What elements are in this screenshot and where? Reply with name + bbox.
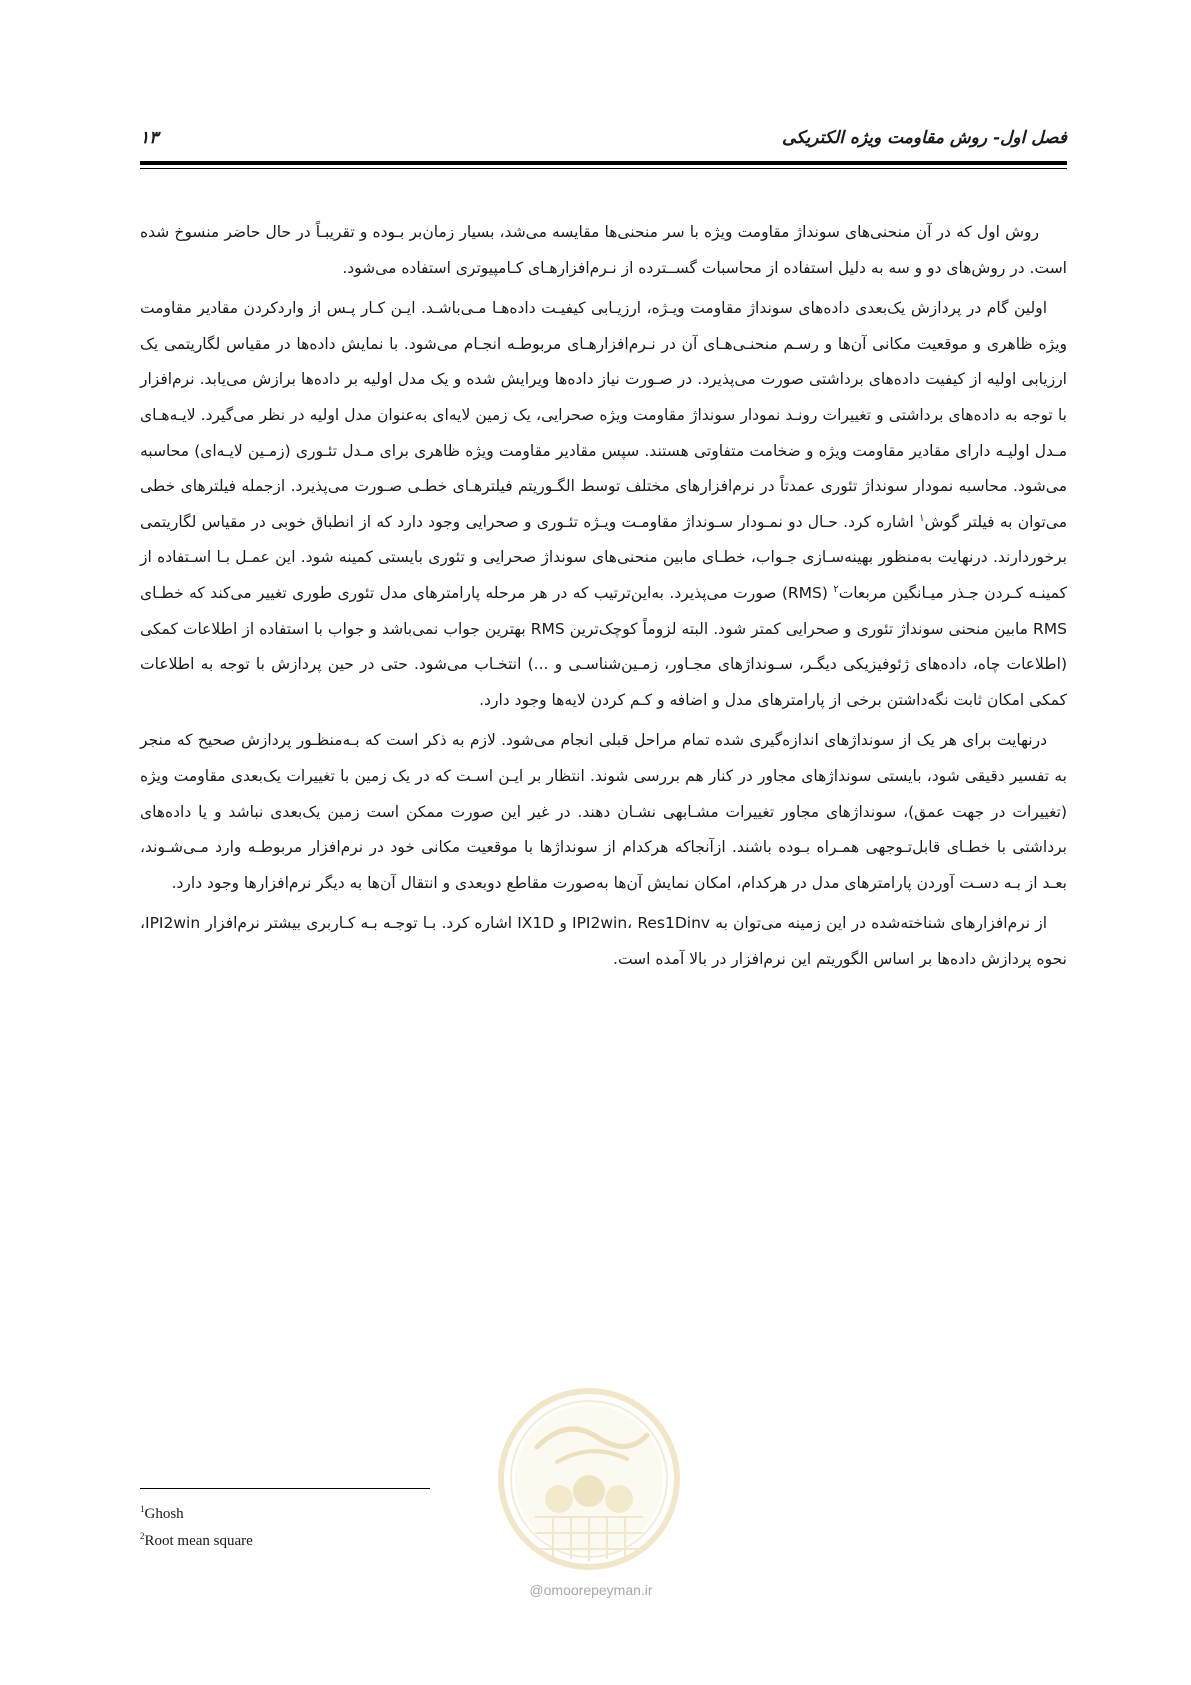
paragraph-2-part-1: اولین گام در پردازش یک‌بعدی داده‌های سونداژ مقاومت ویـژه، ارزیـابی کیفیـت داده‌هـا مـی‌باشـد. ایـن کـار پـس از واردکردن مقادیر مقاومت ویژه ظاهری و موقعیت مکانی آن‌ها و رسـم منحنـی‌هـای آن در نـرم‌افزارهـای مربوطـه انجـام می‌شود. با نمایش داده‌ها در مقیاس لگاریتمی یک ارزیابی اولیه از کیفیت داده‌های برداشتی صورت می‌پذیرد. در صـورت نیاز داده‌ها ویرایش شده و یک مدل اولیه بر داده‌ها برازش می‌یابد. نرم‌افزار با توجه به داده‌های برداشتی و تغییرات رونـد نمودار سونداژ مقاومت ویژه صحرایی، یک زمین لایه‌ای به‌عنوان مدل اولیه در نظر می‌گیرد. لایـه‌هـای مـدل اولیـه دارای مقادیر مقاومت ویژه و ضخامت متفاوتی هستند. سپس مقادیر مقاومت ویژه ظاهری برای مـدل تئـوری (زمـین لایـه‌ای) محاسبه می‌شود. محاسبه نمودار سونداژ تئوری عمدتاً در نرم‌افزارهای مختلف توسط الگـوریتم فیلترهـای خطـی صـورت می‌پذیرد. ازجمله فیلترهای خطی می‌توان به فیلتر گوش <box>140 299 1067 531</box>
chapter-title: فصل اول- روش مقاومت ویژه الکتریکی <box>781 128 1067 148</box>
page-number: ۱۳ <box>140 128 159 148</box>
paragraph-2 <box>140 291 1067 718</box>
footnote-1-number: 1 <box>140 1504 145 1514</box>
paragraph-4: از نرم‌افزارهای شناخته‌شده در این زمینه می‌توان به IPI2win، Res1Dinv و IX1D اشاره کرد. بـا توجـه بـه کـاربری بیشتر نرم‌افزار IPI2win، نحوه پردازش داده‌ها بر اساس الگوریتم این نرم‌افزار در بالا آمده است. <box>140 914 1067 968</box>
footnotes <box>140 1498 253 1552</box>
watermark-caption: @omoorepeyman.ir <box>529 1582 653 1598</box>
footnote-rule <box>140 1488 430 1489</box>
watermark-logo <box>497 1387 681 1571</box>
body-text <box>140 215 1067 982</box>
paragraph-1: روش اول که در آن منحنی‌های سونداژ مقاومت ویژه با سر منحنی‌ها مقایسه می‌شد، بسیار زمان‌بر بـوده و تقریبـاً در حال حاضر منسوخ شده است. در روش‌های دو و سه به دلیل استفاده از محاسبات گســترده از نـرم‌افزارهـای کـامپیوتری استفاده می‌شود. <box>140 223 1067 277</box>
paragraph-2-part-2: اشاره کرد. حـال دو نمـودار سـونداژ مقاومـت ویـژه تئـوری و صحرایی وجود دارد که از انطباق خوبی در مقیاس لگاریتمی برخوردارند. درنهایت به‌منظور بهینه‌سـازی جـواب، خطـای مابین منحنی‌های سونداژ صحرایی و تئوری بایستی کمینه شود. این عمـل بـا اسـتفاده از کمینـه کـردن جـذر میـانگین مربعات <box>140 512 1067 602</box>
footnote-2-text: Root mean square <box>144 1533 253 1549</box>
footnote-2 <box>140 1525 253 1552</box>
header-rule-thin <box>140 168 1067 169</box>
footnote-ref-1: ۱ <box>919 512 925 524</box>
paragraph-2-part-3: (RMS) صورت می‌پذیرد. به‌این‌ترتیب که در هر مرحله پارامترهای مدل تئوری طوری تغییر می‌کند که خطـای RMS مابین منحنی سونداژ تئوری و صحرایی کمتر شود. البته لزوماً کوچک‌ترین RMS بهترین جواب نمی‌باشد و جواب با استفاده از اطلاعات کمکی (اطلاعات چاه، داده‌های ژئوفیزیکی دیگـر، سـونداژهای مجـاور، زمـین‌شناسـی و ...) انتخـاب می‌شود. حتی در حین پردازش با توجه به اطلاعات کمکی امکان ثابت نگه‌داشتن برخی از پارامترهای مدل و اضافه و کـم کردن لایه‌ها وجود دارد. <box>140 583 1068 709</box>
paragraph-3: درنهایت برای هر یک از سونداژهای اندازه‌گیری شده تمام مراحل قبلی انجام می‌شود. لازم به ذکر است که بـه‌منظـور پردازش صحیح که منجر به تفسیر دقیقی شود، بایستی سونداژهای مجاور در کنار هم بررسی شوند. انتظار بر ایـن اسـت که در یک زمین با تغییرات یک‌بعدی مقاومت ویژه (تغییرات در جهت عمق)، سونداژهای مجاور تغییرات مشـابهی نشـان دهند. در غیر این صورت ممکن است زمین یک‌بعدی نباشد و یا داده‌های برداشتی با خطـای قابل‌تـوجهی همـراه بـوده باشند. ازآنجاکه هرکدام از سونداژها با موقعیت مکانی خود در نرم‌افزار مربوطـه وارد مـی‌شـوند، بعـد از بـه دسـت آوردن پارامترهای مدل در هرکدام، امکان نمایش آن‌ها به‌صورت مقاطع دوبعدی و انتقال آن‌ها به دیگر نرم‌افزارها وجود دارد. <box>140 731 1067 892</box>
footnote-1-text: Ghosh <box>144 1506 184 1522</box>
footnote-1 <box>140 1498 253 1525</box>
page-header <box>140 128 1067 154</box>
footnote-ref-2: ۲ <box>833 583 839 595</box>
footnote-2-number: 2 <box>140 1531 145 1541</box>
header-rule-thick <box>140 161 1067 165</box>
